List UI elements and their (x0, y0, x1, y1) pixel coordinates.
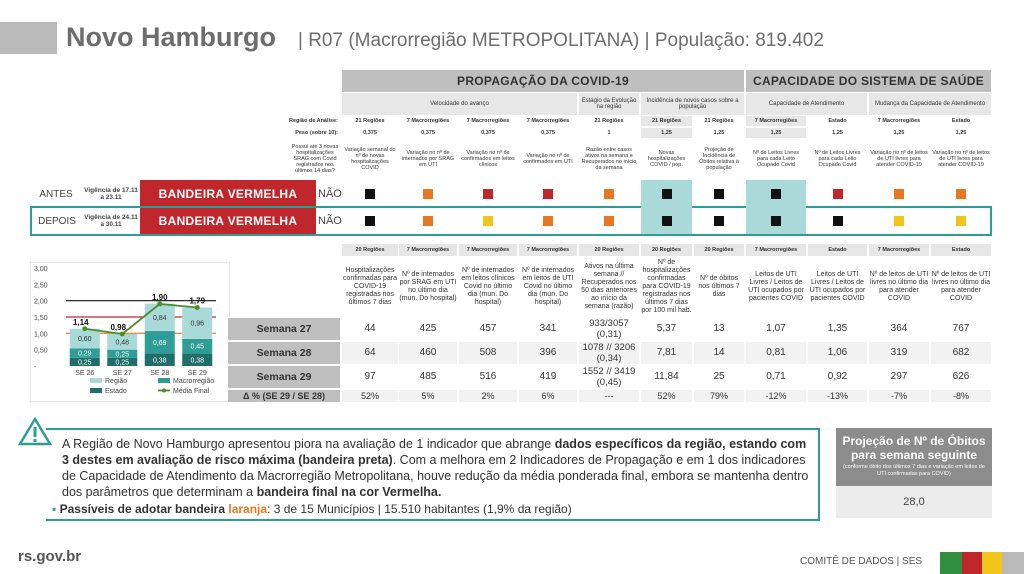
depois-indicator-square (423, 216, 433, 226)
depois-flag: BANDEIRA VERMELHA (140, 208, 316, 234)
t2-cell: 319 (869, 342, 929, 364)
bar-estado-label: 0,25 (77, 359, 92, 367)
depois-indicator-square (483, 216, 493, 226)
header-accent-bar (0, 22, 57, 54)
t2-desc: Leitos de UTI Livres / Leitos de UTI ocupados por pacientes COVID (808, 258, 867, 316)
bar-macro-label: 0,69 (152, 339, 167, 347)
x-tick-label: SE 29 (187, 370, 207, 377)
t2-scope: 20 Regiões (579, 244, 639, 256)
bar-regiao-label: 0,48 (115, 339, 130, 347)
stripe-yellow (982, 552, 1002, 574)
media-point (82, 326, 87, 331)
t2-cell: 425 (419, 323, 437, 334)
indicator-desc: Novas hospitalizações COVID / pop. (647, 149, 686, 169)
t2-cell: 7,81 (641, 342, 692, 364)
bullet-a: Passíveis de adotar bandeira (59, 502, 226, 516)
t2-scope: 7 Macrorregiões (459, 244, 517, 256)
y-tick-label: 1,50 (34, 315, 48, 322)
t2-cell: 933/3057 (0,31) (589, 317, 629, 340)
t2-row-label: Semana 27 (228, 318, 340, 340)
indicator-desc: Projeção de Incidência de Óbitos relativa à população (699, 146, 739, 172)
media-point (157, 301, 162, 306)
t2-cell: 1,35 (827, 323, 848, 334)
analysis-p2b: bandeira final na cor Vermelha. (256, 485, 442, 499)
bar-macro-label: 0,25 (115, 351, 130, 359)
bar-regiao-label: 0,84 (152, 314, 167, 322)
regiao-cell: 7 Macrorregiões (406, 117, 450, 124)
t2-cell: 25 (713, 371, 725, 382)
bar-regiao-label: 0,96 (190, 320, 205, 328)
stripe-green (940, 552, 962, 574)
site-link[interactable]: rs.gov.br (18, 548, 82, 565)
analysis-text (62, 436, 814, 500)
antes-period: Vigência de 17.11 a 23.11 (84, 187, 138, 201)
t2-cell: 626 (952, 371, 970, 382)
t2-cell: --- (579, 390, 639, 402)
t2-cell: 419 (539, 371, 557, 382)
bullet-c: : 3 de 15 Municípios | 15.510 habitantes (1,9% da região) (267, 502, 572, 516)
t2-scope: 20 Regiões (641, 244, 692, 256)
depois-answer: NÃO (318, 215, 342, 227)
analysis-p1b: dados específicos da região, estando com 3 destes em avaliação de risco máxima (bandeira preta) (62, 437, 807, 467)
peso-cell: 1,25 (713, 129, 725, 136)
antes-label: ANTES (39, 188, 73, 200)
regiao-cell: 21 Regiões (355, 117, 385, 124)
t2-cell: 64 (342, 342, 398, 364)
t2-cell: -12% (746, 390, 806, 402)
t2-cell: 682 (931, 342, 991, 364)
t2-cell: 508 (459, 342, 517, 364)
antes-indicator-square (604, 189, 614, 199)
t2-cell: 97 (364, 371, 376, 382)
y-tick-label: 2,00 (34, 298, 48, 306)
media-point (120, 331, 125, 336)
regiao-cell: 21 Regiões (641, 116, 692, 126)
org-label: COMITÊ DE DADOS | SES (800, 556, 923, 567)
depois-indicator-square (771, 216, 781, 226)
peso-cell: 0,375 (481, 129, 495, 136)
projection-value: 28,0 (836, 486, 992, 518)
t2-scope: 7 Macrorregiões (519, 244, 577, 256)
antes-indicator-square (483, 189, 493, 199)
antes-indicator-square (662, 189, 672, 199)
regiao-cell: Estado (828, 117, 847, 124)
depois-period: Vigência de 24.11 a 30.11 (84, 214, 138, 228)
antes-indicator-square (894, 189, 904, 199)
indicator-desc: Variação no nº de internados por SRAG em UTI (401, 149, 455, 169)
subheader-velocidade: Velocidade do avanço (342, 93, 577, 115)
t2-cell: 0,81 (746, 342, 806, 364)
indicator-desc: Possui até 3 novas hospitalizações SRAG com Covid registrados nos últimos 14 dias? (291, 143, 339, 175)
bar-estado-label: 0,38 (152, 357, 167, 365)
t2-desc: Hospitalizações confirmadas para COVID-19 registradas nos últimos 7 dias (342, 258, 398, 316)
bar-macro-label: 0,29 (77, 350, 92, 358)
t2-cell: 1552 // 3419 (0,45) (582, 365, 636, 388)
t2-cell: 52% (342, 390, 398, 402)
t2-cell: 1078 // 3206 (0,34) (579, 342, 639, 364)
t2-desc: Nº de internados por SRAG em UTI no último dia (mun. Do hospital) (399, 258, 457, 316)
projection-title: Projeção de Nº de Óbitos (842, 434, 986, 448)
depois-indicator-square (543, 216, 553, 226)
t2-cell: 457 (479, 323, 497, 334)
y-tick-label: 1,00 (34, 331, 48, 339)
t2-cell: -7% (869, 390, 929, 402)
regiao-label: Região de Análise: (288, 118, 338, 124)
peso-cell: 0,375 (541, 129, 555, 136)
y-tick-label: 2,50 (34, 282, 48, 290)
media-label: 0,98 (110, 322, 127, 332)
indicator-desc: Nº de Leitos Livres para cada Leito Ocupado Covid (752, 149, 800, 169)
t2-scope: 7 Macrorregiões (869, 244, 929, 256)
peso-cell: 1,25 (955, 129, 967, 136)
t2-cell: 485 (419, 371, 437, 382)
depois-indicator-square (662, 216, 672, 226)
media-label: 1,90 (151, 292, 168, 302)
depois-indicator-square (956, 216, 966, 226)
t2-cell: 1,07 (766, 323, 786, 334)
media-chart (30, 262, 230, 402)
regiao-cell: 21 Regiões (704, 117, 734, 124)
t2-desc: Ativos na última semana // Recuperados nos 50 dias anteriores ao início da semana (razão) (579, 258, 639, 316)
section-header-capacidade: CAPACIDADE DO SISTEMA DE SAÚDE (746, 70, 991, 92)
indicator-desc: Variação no nº de leitos de UTI livres para atender COVID-19 (932, 149, 990, 169)
indicator-desc: Nº de Leitos Livres para cada Leito Ocupado Covid (814, 149, 861, 169)
x-tick-label: SE 27 (112, 370, 132, 377)
t2-cell: 0,71 (766, 371, 786, 382)
t2-row-label: Semana 29 (228, 366, 340, 388)
t2-scope: 7 Macrorregiões (746, 244, 806, 256)
projection-note: (conforme óbito dos últimos 7 dias e variação em leitos de UTI confirmadas para COVID) (843, 464, 985, 477)
t2-scope: Estado (931, 244, 991, 256)
regiao-cell: Estado (951, 117, 971, 124)
bullet-line: ▪ Passíveis de adotar bandeira laranja: 3 de 15 Municípios | 15.510 habitantes (1,9% da região) (52, 502, 572, 516)
legend-swatch-dot (162, 389, 166, 393)
page-subtitle: | R07 (Macrorregião METROPOLITANA) | População: 819.402 (298, 30, 824, 51)
indicator-desc: Razão entre casos ativos na semana e Recuperados no início da semana (581, 146, 637, 172)
depois-indicator-square (365, 216, 375, 226)
legend-swatch (158, 378, 170, 383)
t2-desc: Nº de leitos de UTI livres no último dia para atender COVID (931, 258, 991, 316)
stripe-grey (1002, 552, 1024, 574)
bar-estado-label: 0,38 (190, 357, 205, 365)
peso-cell: 1,25 (832, 129, 843, 136)
t2-scope: 7 Macrorregiões (399, 244, 457, 256)
antes-indicator-square (771, 189, 781, 199)
peso-cell: 1,25 (746, 128, 806, 138)
peso-cell: 1,25 (641, 128, 692, 138)
peso-cell: 1,25 (893, 129, 905, 136)
t2-row-label: Semana 28 (228, 342, 340, 364)
peso-cell: 0,375 (363, 129, 377, 136)
subheader-capacidade: Capacidade de Atendimento (746, 93, 867, 115)
t2-cell: 14 (694, 342, 744, 364)
t2-cell: 516 (479, 371, 497, 382)
media-label: 1,79 (189, 296, 206, 306)
stripe-red (962, 552, 982, 574)
peso-label: Peso (sobre 10): (295, 130, 338, 136)
indicator-desc: Variação no nº de leitos de UTI livres para atender COVID-19 (870, 149, 928, 169)
depois-indicator-square (894, 216, 904, 226)
peso-cell: 1 (607, 129, 611, 136)
depois-indicator-square (604, 216, 614, 226)
depois-indicator-square (833, 216, 843, 226)
t2-cell: 6% (519, 390, 577, 402)
t2-cell: 460 (399, 342, 457, 364)
antes-indicator-square (833, 189, 843, 199)
t2-scope: 20 Regiões (342, 244, 398, 256)
antes-answer: NÃO (318, 188, 342, 200)
media-point (195, 305, 200, 310)
t2-cell: 5,37 (656, 323, 677, 334)
subheader-estagio: Estágio da Evolução na região (579, 93, 639, 115)
x-tick-label: SE 26 (75, 370, 95, 377)
analysis-p2: . Com a melhora em 2 Indicadores de Propagação e em 1 dos indicadores de Capacidade de Atendimento da Macrorregião Metropolitana, houve redução da média ponderada final, embora se mantenha dentro dos parâmetros que determinam a (62, 453, 809, 499)
indicator-desc: Variação no nº de confirmados em leitos clínicos (461, 149, 515, 169)
t2-desc: Leitos de UTI Livres / Leitos de UTI ocupados por pacientes COVID (746, 258, 806, 316)
legend-label: Estado (105, 388, 127, 395)
legend-label: Média Final (173, 388, 210, 395)
t2-cell: 52% (641, 390, 692, 402)
indicator-desc: Variação semanal do nº de novas hospitalizações COVID (344, 146, 396, 172)
bar-estado-label: 0,25 (115, 359, 130, 367)
antes-row (30, 180, 991, 208)
section-header-propagacao: PROPAGAÇÃO DA COVID-19 (342, 70, 744, 92)
t2-cell: 364 (890, 323, 908, 334)
legend-label: Macrorregião (173, 378, 215, 385)
peso-cell: 0,375 (421, 129, 435, 136)
t2-cell: 1,06 (808, 342, 867, 364)
y-tick-label: 3,00 (34, 266, 48, 273)
t2-row-label: Δ % (SE 29 / SE 28) (228, 390, 340, 402)
regiao-cell: 7 Macrorregiões (746, 116, 806, 126)
t2-scope: 20 Regiões (694, 244, 744, 256)
page-title: Novo Hamburgo (66, 22, 277, 52)
x-tick-label: SE 28 (150, 370, 170, 377)
t2-desc: Nº de leitos de UTI livres no último dia para atender COVID (869, 258, 929, 316)
t2-desc: Nº de internados em leitos clínicos Covid no último dia (mun. Do hospital) (459, 258, 517, 316)
indicator-desc: Variação no nº de confirmados em UTI (523, 152, 573, 165)
regiao-cell: 21 Regiões (594, 117, 624, 124)
legend-swatch (90, 378, 102, 383)
t2-cell: 767 (952, 323, 970, 334)
t2-cell: 11,84 (654, 371, 679, 382)
t2-cell: 297 (890, 371, 908, 382)
t2-desc: Nº de hospitalizações confirmadas para COVID-19 registradas nos últimos 7 dias por 100 mil hab. (641, 258, 692, 315)
t2-cell: 44 (364, 323, 376, 334)
t2-cell: 5% (399, 390, 457, 402)
legend-swatch (90, 388, 102, 393)
y-tick-label: 0,50 (34, 347, 48, 355)
antes-indicator-square (423, 189, 433, 199)
t2-cell: 2% (459, 390, 517, 402)
antes-indicator-square (714, 189, 724, 199)
antes-indicator-square (365, 189, 375, 199)
bar-macro-label: 0,45 (190, 343, 205, 351)
antes-flag: BANDEIRA VERMELHA (140, 180, 316, 208)
t2-cell: 341 (539, 323, 557, 334)
t2-scope: Estado (808, 244, 867, 256)
subheader-incidencia: Incidência de novos casos sobre a população (641, 93, 744, 115)
media-label: 1,14 (72, 317, 89, 327)
t2-cell: 79% (694, 390, 744, 402)
t2-cell: 13 (713, 323, 725, 334)
subheader-mudanca: Mudança da Capacidade de Atendimento (869, 93, 991, 115)
antes-indicator-square (956, 189, 966, 199)
depois-label: DEPOIS (38, 215, 76, 227)
t2-cell: 0,92 (827, 371, 848, 382)
t2-cell: -13% (808, 390, 867, 402)
warning-icon (18, 416, 52, 446)
y-tick-label: - (34, 364, 37, 371)
depois-indicator-square (714, 216, 724, 226)
t2-cell: -8% (931, 390, 991, 402)
bar-regiao-label: 0,60 (77, 336, 92, 344)
projection-subtitle: para semana seguinte (850, 448, 978, 462)
regiao-cell: 7 Macrorregiões (466, 117, 510, 124)
bullet-b: laranja (228, 502, 268, 516)
t2-cell: 396 (519, 342, 577, 364)
t2-desc: Nº de óbitos nos últimos 7 dias (694, 258, 744, 316)
regiao-cell: 7 Macrorregiões (526, 117, 570, 124)
projection-header (836, 428, 992, 486)
antes-indicator-square (543, 189, 553, 199)
regiao-cell: 7 Macrorregiões (877, 117, 921, 124)
analysis-p1: A Região de Novo Hamburgo apresentou piora na avaliação de 1 indicador que abrange (62, 437, 552, 451)
legend-label: Região (105, 378, 128, 385)
t2-desc: Nº de internados em leitos de UTI Covid no último dia (mun. Do hospital) (519, 258, 577, 316)
